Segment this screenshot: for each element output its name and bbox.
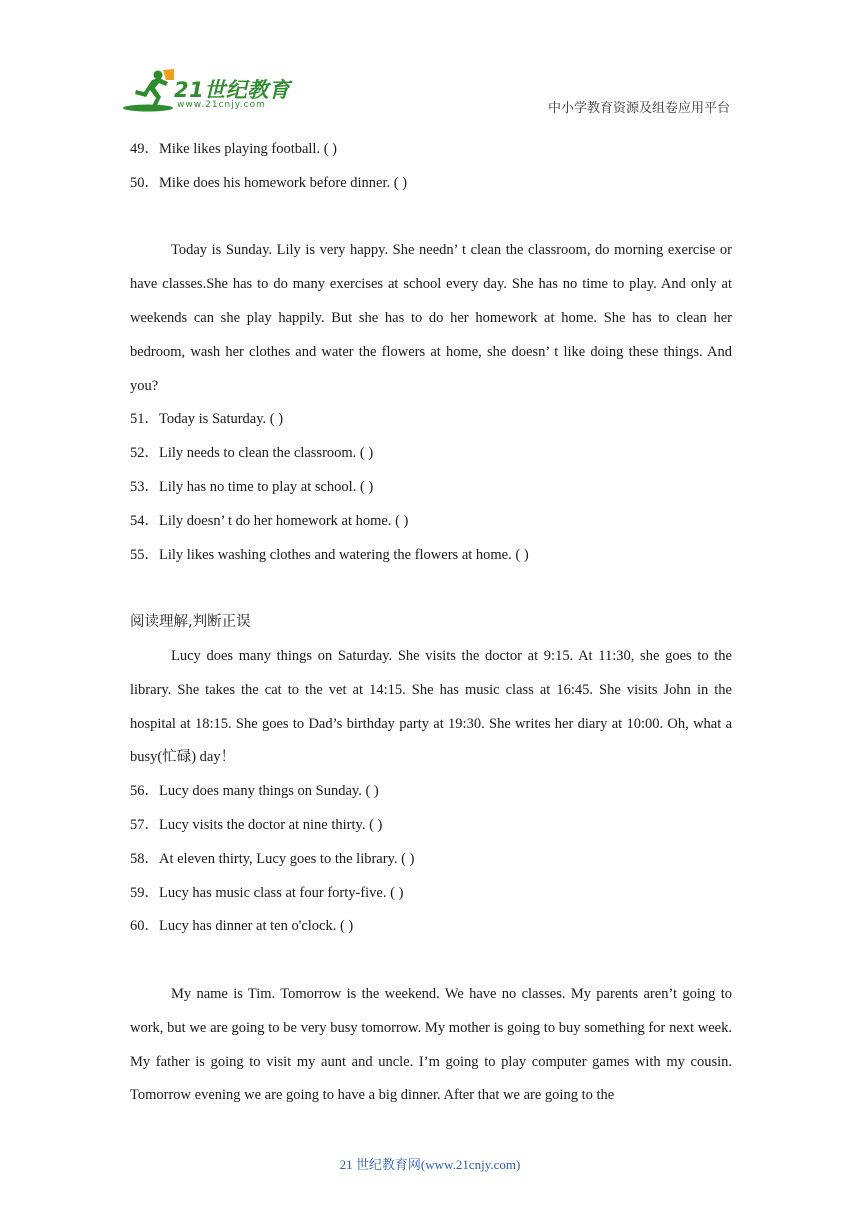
question-54: 54．Lily doesn’ t do her homework at home. ( ) xyxy=(130,512,409,529)
page-footer[interactable]: 21 世纪教育网(www.21cnjy.com) xyxy=(339,1157,521,1172)
question-55: 55．Lily likes washing clothes and watering the flowers at home. ( ) xyxy=(130,546,529,563)
logo-text: 21世纪教育 xyxy=(174,78,291,102)
question-60: 60．Lucy has dinner at ten o'clock. ( ) xyxy=(130,918,354,935)
site-logo[interactable] xyxy=(122,68,292,116)
logo-url: www.21cnjy.com xyxy=(177,100,266,110)
passage-lucy: Lucy does many things on Saturday. She visits the doctor at 9:15. At 11:30, she goes to the library. She takes the cat to the vet at 14:15. She has music class at 16:45. She visits John in the hospital at 18:15. She goes to Dad’s birthday party at 19:30. She writes her diary at 10:00. Oh, what a busy(忙碌) day！ xyxy=(130,647,732,766)
question-59: 59．Lucy has music class at four forty-five. ( ) xyxy=(130,884,404,901)
spacer xyxy=(130,572,732,606)
question-52: 52．Lily needs to clean the classroom. ( ) xyxy=(130,445,374,462)
header-tagline: 中小学教育资源及组卷应用平台 xyxy=(547,101,730,116)
question-58: 58．At eleven thirty, Lucy goes to the library. ( ) xyxy=(130,850,415,867)
question-53: 53．Lily has no time to play at school. ( ) xyxy=(130,478,374,495)
question-50: 50．Mike does his homework before dinner. ( ) xyxy=(130,174,408,191)
spacer xyxy=(130,944,732,978)
question-51: 51．Today is Saturday. ( ) xyxy=(130,411,284,428)
runner-logo-icon xyxy=(122,68,178,114)
passage-tim: My name is Tim. Tomorrow is the weekend. We have no classes. My parents aren’t going to work, but we are going to be very busy tomorrow. My mother is going to buy something for next week. My father is going to visit my aunt and uncle. I’m going to play computer games with my cousin. Tomorrow evening we are going to have a big dinner. After that we are going to the xyxy=(130,985,732,1104)
question-56: 56．Lucy does many things on Sunday. ( ) xyxy=(130,783,379,800)
document-body xyxy=(130,133,732,1113)
spacer xyxy=(130,201,732,235)
page-header xyxy=(0,0,860,120)
question-49: 49．Mike likes playing football. ( ) xyxy=(130,141,337,157)
question-57: 57．Lucy visits the doctor at nine thirty. ( ) xyxy=(130,816,383,833)
passage-lily: Today is Sunday. Lily is very happy. She needn’ t clean the classroom, do morning exercise or have classes.She has to do many exercises at school every day. She has no time to play. And only at weekends can she play happily. But she has to do her homework at home. She has to clean her bedroom, wash her clothes and water the flowers at home, she doesn’ t like doing these things. And you? xyxy=(130,242,732,394)
section-title: 阅读理解,判断正误 xyxy=(130,614,251,631)
